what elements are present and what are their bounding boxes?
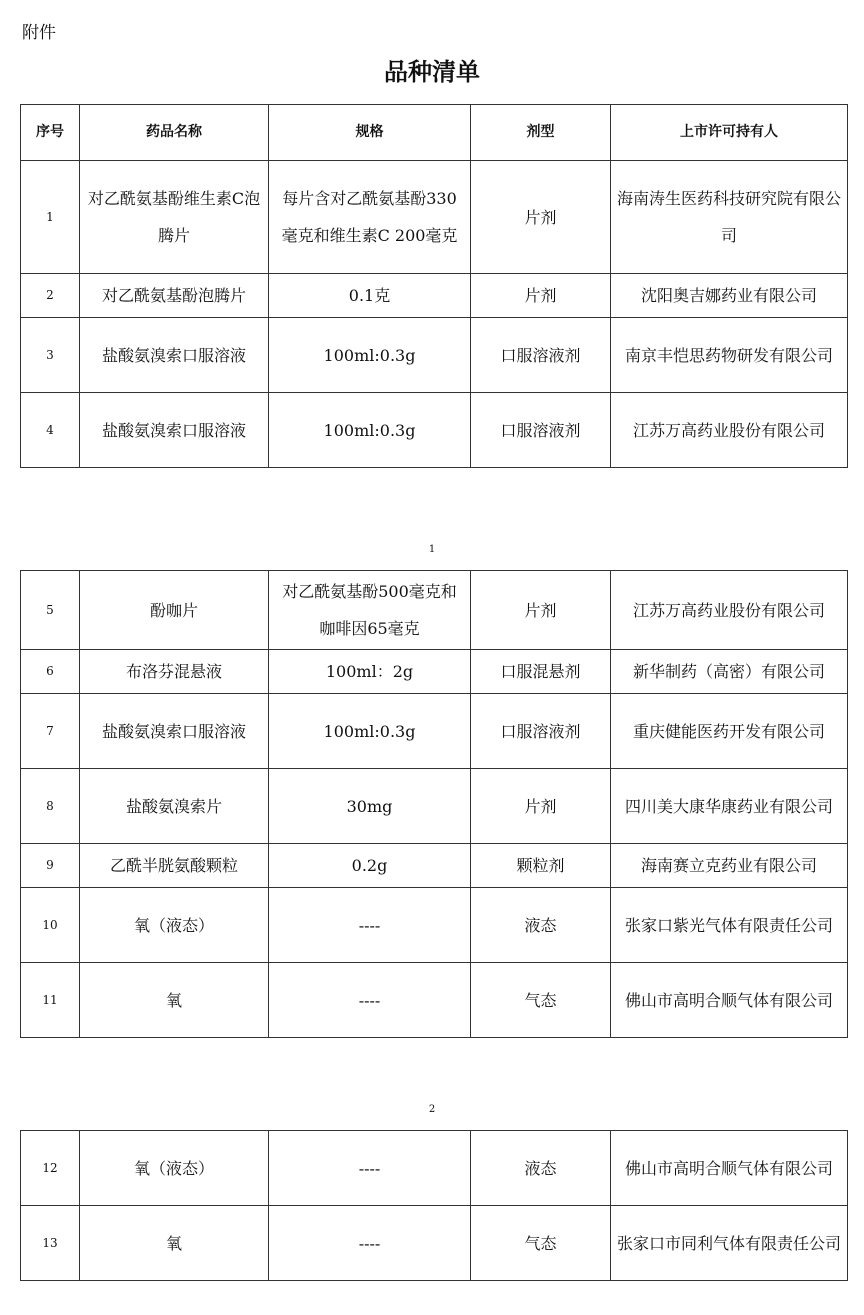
row-name: 氧 [80, 1206, 269, 1281]
row-spec: 0.2g [269, 844, 471, 888]
row-spec: ---- [269, 1131, 471, 1206]
row-form: 口服混悬剂 [471, 650, 611, 694]
row-form: 液态 [471, 1131, 611, 1206]
row-no: 3 [21, 318, 80, 393]
row-no: 4 [21, 393, 80, 468]
row-no: 2 [21, 274, 80, 318]
row-holder: 江苏万高药业股份有限公司 [611, 393, 848, 468]
row-name: 对乙酰氨基酚维生素C泡腾片 [80, 161, 269, 274]
row-holder: 佛山市高明合顺气体有限公司 [611, 963, 848, 1038]
row-form: 片剂 [471, 161, 611, 274]
table-row [21, 393, 848, 468]
drug-table-part-1 [20, 104, 848, 468]
page-number: 1 [428, 544, 436, 555]
row-holder: 新华制药（高密）有限公司 [611, 650, 848, 694]
row-no: 12 [21, 1131, 80, 1206]
row-form: 片剂 [471, 274, 611, 318]
row-spec: ---- [269, 963, 471, 1038]
row-name: 氧（液态） [80, 1131, 269, 1206]
row-spec: 100ml:0.3g [269, 393, 471, 468]
row-spec: ---- [269, 888, 471, 963]
row-spec: 对乙酰氨基酚500毫克和咖啡因65毫克 [269, 571, 471, 650]
drug-table-part-3 [20, 1130, 848, 1281]
header-spec: 规格 [269, 105, 471, 161]
row-name: 酚咖片 [80, 571, 269, 650]
table-row [21, 694, 848, 769]
header-no: 序号 [21, 105, 80, 161]
page-title: 品种清单 [384, 58, 480, 86]
row-name: 布洛芬混悬液 [80, 650, 269, 694]
row-no: 10 [21, 888, 80, 963]
row-holder: 沈阳奥吉娜药业有限公司 [611, 274, 848, 318]
row-spec: 30mg [269, 769, 471, 844]
row-name: 对乙酰氨基酚泡腾片 [80, 274, 269, 318]
row-holder: 海南赛立克药业有限公司 [611, 844, 848, 888]
row-name: 氧 [80, 963, 269, 1038]
table-row [21, 161, 848, 274]
row-form: 气态 [471, 963, 611, 1038]
row-holder: 四川美大康华康药业有限公司 [611, 769, 848, 844]
row-holder: 南京丰恺思药物研发有限公司 [611, 318, 848, 393]
row-form: 口服溶液剂 [471, 694, 611, 769]
row-name: 盐酸氨溴索口服溶液 [80, 393, 269, 468]
table-row [21, 888, 848, 963]
table-row [21, 963, 848, 1038]
table-row [21, 1206, 848, 1281]
attachment-label: 附件 [22, 23, 56, 43]
row-form: 气态 [471, 1206, 611, 1281]
row-spec: ---- [269, 1206, 471, 1281]
row-form: 口服溶液剂 [471, 318, 611, 393]
table-row [21, 274, 848, 318]
row-holder: 佛山市高明合顺气体有限公司 [611, 1131, 848, 1206]
table-row [21, 769, 848, 844]
table-row [21, 571, 848, 650]
row-form: 颗粒剂 [471, 844, 611, 888]
header-holder: 上市许可持有人 [611, 105, 848, 161]
row-spec: 100ml：2g [269, 650, 471, 694]
row-name: 盐酸氨溴索口服溶液 [80, 694, 269, 769]
row-no: 9 [21, 844, 80, 888]
row-spec: 每片含对乙酰氨基酚330毫克和维生素C 200毫克 [269, 161, 471, 274]
row-holder: 张家口市同利气体有限责任公司 [611, 1206, 848, 1281]
row-spec: 0.1克 [269, 274, 471, 318]
table-row [21, 844, 848, 888]
row-holder: 重庆健能医药开发有限公司 [611, 694, 848, 769]
row-no: 6 [21, 650, 80, 694]
row-form: 液态 [471, 888, 611, 963]
drug-table-part-2 [20, 570, 848, 1038]
row-name: 氧（液态） [80, 888, 269, 963]
page-number: 2 [428, 1104, 436, 1115]
table-row [21, 318, 848, 393]
row-no: 7 [21, 694, 80, 769]
row-no: 13 [21, 1206, 80, 1281]
row-no: 11 [21, 963, 80, 1038]
row-holder: 海南涛生医药科技研究院有限公司 [611, 161, 848, 274]
row-no: 5 [21, 571, 80, 650]
table-row [21, 1131, 848, 1206]
table-row [21, 650, 848, 694]
header-form: 剂型 [471, 105, 611, 161]
row-spec: 100ml:0.3g [269, 318, 471, 393]
row-name: 盐酸氨溴索片 [80, 769, 269, 844]
row-holder: 张家口紫光气体有限责任公司 [611, 888, 848, 963]
row-form: 片剂 [471, 571, 611, 650]
header-name: 药品名称 [80, 105, 269, 161]
row-form: 片剂 [471, 769, 611, 844]
row-name: 乙酰半胱氨酸颗粒 [80, 844, 269, 888]
row-no: 1 [21, 161, 80, 274]
row-form: 口服溶液剂 [471, 393, 611, 468]
row-spec: 100ml:0.3g [269, 694, 471, 769]
row-holder: 江苏万高药业股份有限公司 [611, 571, 848, 650]
row-name: 盐酸氨溴索口服溶液 [80, 318, 269, 393]
table-header-row [21, 105, 848, 161]
row-no: 8 [21, 769, 80, 844]
